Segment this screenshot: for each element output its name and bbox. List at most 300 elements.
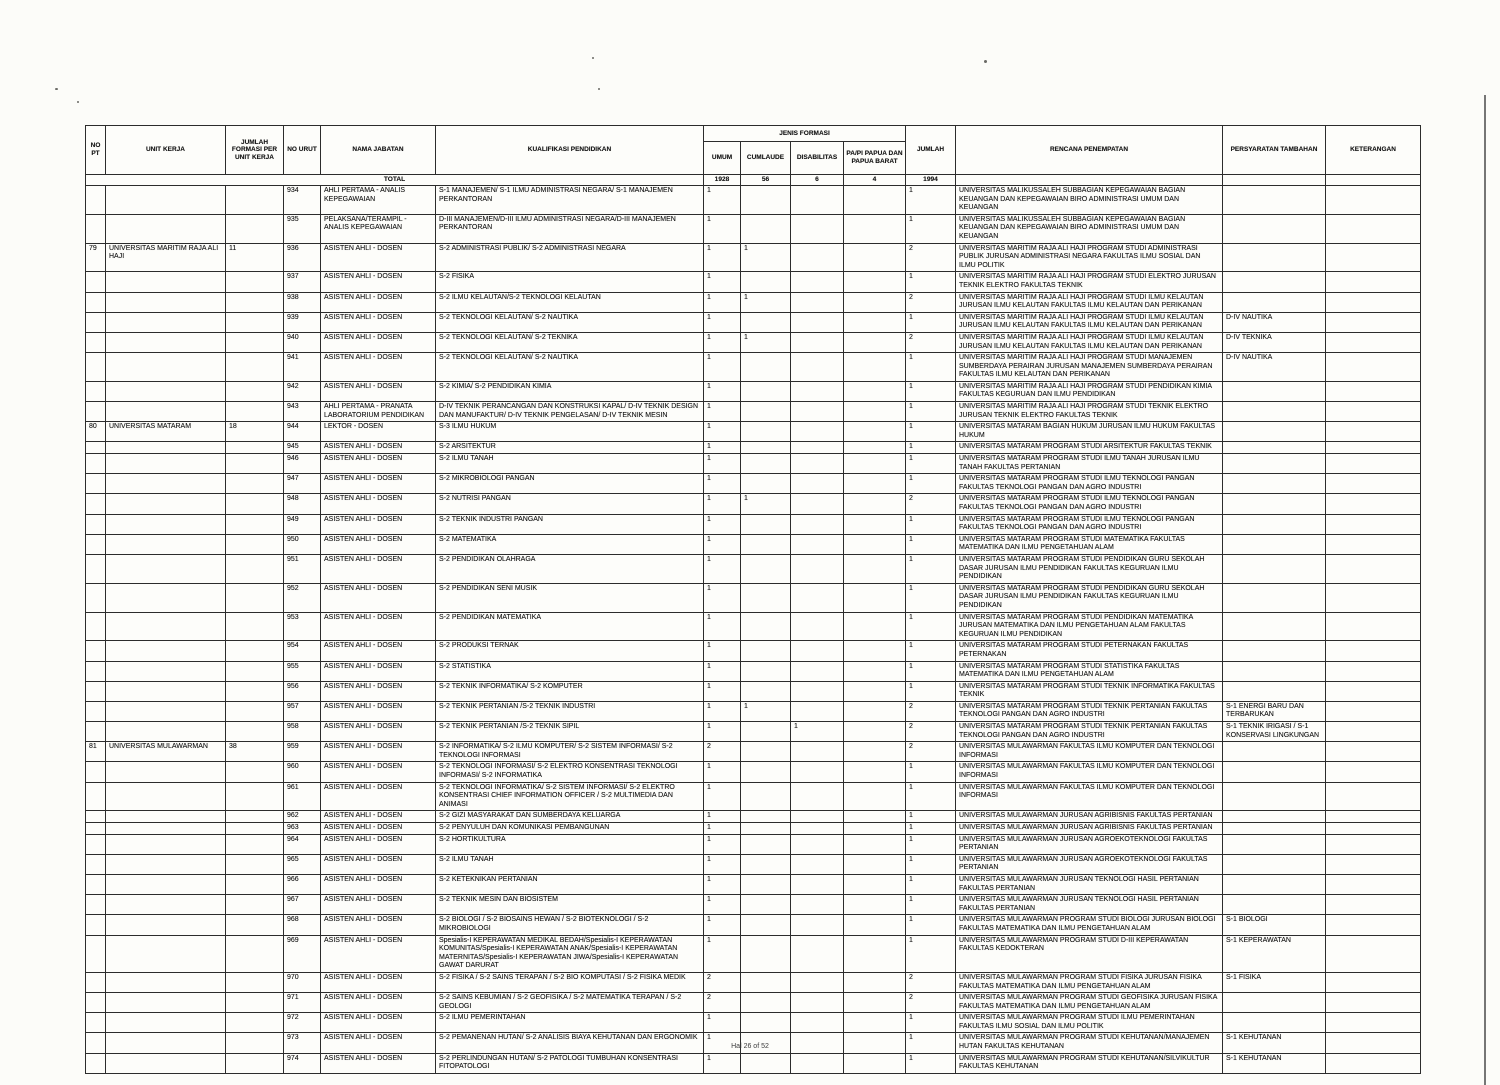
- table-row: [86, 701, 1421, 721]
- cell-papi: [844, 1013, 906, 1033]
- cell-no: 964: [284, 834, 321, 854]
- cell-jumlah: 1: [906, 641, 956, 661]
- cell-keterangan: [1326, 935, 1421, 972]
- cell-kualifikasi: S-2 SAINS KEBUMIAN / S-2 GEOFISIKA / S-2 MATEMATIKA TERAPAN / S-2 GEOLOGI: [436, 993, 704, 1013]
- cell-unit: [106, 272, 226, 292]
- cell-formasi: [226, 494, 284, 514]
- cell-umum: 1: [704, 1013, 741, 1033]
- cell-disabilitas: [791, 272, 844, 292]
- cell-no: 967: [284, 895, 321, 915]
- cell-disabilitas: [791, 454, 844, 474]
- cell-jabatan: ASISTEN AHLI - DOSEN: [321, 641, 436, 661]
- table-row: [86, 811, 1421, 823]
- cell-jabatan: ASISTEN AHLI - DOSEN: [321, 874, 436, 894]
- cell-unit: UNIVERSITAS MATARAM: [106, 422, 226, 442]
- cell-no: 951: [284, 554, 321, 583]
- cell-no: 934: [284, 186, 321, 215]
- cell-persyaratan: [1223, 681, 1326, 701]
- cell-papi: [844, 583, 906, 612]
- cell-no_pt: [86, 186, 106, 215]
- cell-persyaratan: [1223, 474, 1326, 494]
- cell-no: 973: [284, 1033, 321, 1053]
- cell-papi: [844, 874, 906, 894]
- cell-jumlah: 1: [906, 681, 956, 701]
- cell-disabilitas: [791, 742, 844, 762]
- cell-cumlaude: [741, 935, 791, 972]
- cell-rencana: UNIVERSITAS MATARAM PROGRAM STUDI PENDIDIKAN MATEMATIKA JURUSAN MATEMATIKA DAN ILMU PENGETAHUAN ALAM FAKULTAS KEGURUAN ILMU PENDIDIKAN: [956, 612, 1223, 641]
- cell-umum: 1: [704, 782, 741, 811]
- cell-persyaratan: [1223, 612, 1326, 641]
- cell-disabilitas: [791, 534, 844, 554]
- cell-rencana: UNIVERSITAS MARITIM RAJA ALI HAJI PROGRAM STUDI ILMU KELAUTAN JURUSAN ILMU KELAUTAN FAKULTAS ILMU KELAUTAN DAN PERIKANAN: [956, 312, 1223, 332]
- cell-umum: 1: [704, 243, 741, 272]
- cell-jumlah: 1: [906, 1033, 956, 1053]
- cell-cumlaude: [741, 186, 791, 215]
- cell-no_pt: [86, 272, 106, 292]
- table-row: [86, 641, 1421, 661]
- cell-papi: [844, 353, 906, 382]
- cell-no: 940: [284, 332, 321, 352]
- cell-jabatan: ASISTEN AHLI - DOSEN: [321, 474, 436, 494]
- cell-unit: [106, 353, 226, 382]
- cell-formasi: [226, 402, 284, 422]
- cell-umum: 1: [704, 494, 741, 514]
- cell-jabatan: ASISTEN AHLI - DOSEN: [321, 353, 436, 382]
- cell-no_pt: [86, 935, 106, 972]
- cell-persyaratan: [1223, 661, 1326, 681]
- table-row: [86, 612, 1421, 641]
- cell-umum: 1: [704, 834, 741, 854]
- cell-cumlaude: [741, 661, 791, 681]
- cell-formasi: [226, 214, 284, 243]
- table-row: [86, 895, 1421, 915]
- cell-keterangan: [1326, 214, 1421, 243]
- cell-keterangan: [1326, 681, 1421, 701]
- cell-no_pt: 80: [86, 422, 106, 442]
- cell-jumlah: 1: [906, 402, 956, 422]
- cell-no: 972: [284, 1013, 321, 1033]
- table-row: [86, 915, 1421, 935]
- cell-kualifikasi: S-2 ILMU TANAH: [436, 854, 704, 874]
- cell-keterangan: [1326, 823, 1421, 835]
- table-row: [86, 993, 1421, 1013]
- table-row: [86, 243, 1421, 272]
- cell-disabilitas: [791, 701, 844, 721]
- cell-rencana: UNIVERSITAS MARITIM RAJA ALI HAJI PROGRAM STUDI TEKNIK ELEKTRO JURUSAN TEKNIK ELEKTRO FAKULTAS TEKNIK: [956, 402, 1223, 422]
- cell-unit: [106, 661, 226, 681]
- header-umum: UMUM: [704, 142, 741, 175]
- cell-papi: [844, 402, 906, 422]
- cell-no: 970: [284, 972, 321, 992]
- cell-disabilitas: [791, 895, 844, 915]
- table-row: [86, 854, 1421, 874]
- cell-formasi: [226, 915, 284, 935]
- cell-no: 958: [284, 722, 321, 742]
- cell-unit: [106, 214, 226, 243]
- cell-formasi: [226, 534, 284, 554]
- cell-umum: 1: [704, 402, 741, 422]
- cell-umum: 1: [704, 612, 741, 641]
- cell-keterangan: [1326, 782, 1421, 811]
- cell-keterangan: [1326, 353, 1421, 382]
- cell-no_pt: [86, 381, 106, 401]
- table-row: [86, 381, 1421, 401]
- cell-kualifikasi: S-2 PRODUKSI TERNAK: [436, 641, 704, 661]
- cell-papi: [844, 186, 906, 215]
- cell-rencana: UNIVERSITAS MULAWARMAN JURUSAN TEKNOLOGI HASIL PERTANIAN FAKULTAS PERTANIAN: [956, 895, 1223, 915]
- cell-keterangan: [1326, 454, 1421, 474]
- table-row: [86, 722, 1421, 742]
- cell-jabatan: ASISTEN AHLI - DOSEN: [321, 742, 436, 762]
- cell-umum: 1: [704, 681, 741, 701]
- cell-rencana: UNIVERSITAS MULAWARMAN PROGRAM STUDI FISIKA JURUSAN FISIKA FAKULTAS MATEMATIKA DAN ILMU PENGETAHUAN ALAM: [956, 972, 1223, 992]
- table-row: [86, 583, 1421, 612]
- cell-unit: [106, 381, 226, 401]
- cell-cumlaude: [741, 915, 791, 935]
- cell-formasi: [226, 874, 284, 894]
- cell-no: 971: [284, 993, 321, 1013]
- cell-cumlaude: [741, 823, 791, 835]
- cell-jumlah: 1: [906, 474, 956, 494]
- cell-umum: 1: [704, 272, 741, 292]
- cell-jumlah: 1: [906, 935, 956, 972]
- cell-umum: 1: [704, 811, 741, 823]
- cell-no_pt: [86, 332, 106, 352]
- cell-kualifikasi: S-2 FISIKA: [436, 272, 704, 292]
- cell-no_pt: 79: [86, 243, 106, 272]
- table-row: [86, 514, 1421, 534]
- cell-no_pt: [86, 681, 106, 701]
- cell-unit: [106, 494, 226, 514]
- cell-formasi: 38: [226, 742, 284, 762]
- cell-umum: 1: [704, 554, 741, 583]
- cell-rencana: UNIVERSITAS MULAWARMAN JURUSAN AGROEKOTEKNOLOGI FAKULTAS PERTANIAN: [956, 854, 1223, 874]
- header-no-urut: NO URUT: [284, 126, 321, 175]
- cell-keterangan: [1326, 915, 1421, 935]
- header-persyaratan: PERSYARATAN TAMBAHAN: [1223, 126, 1326, 175]
- cell-kualifikasi: S-2 HORTIKULTURA: [436, 834, 704, 854]
- cell-jabatan: ASISTEN AHLI - DOSEN: [321, 681, 436, 701]
- cell-disabilitas: [791, 874, 844, 894]
- cell-jabatan: AHLI PERTAMA - PRANATA LABORATORIUM PENDIDIKAN: [321, 402, 436, 422]
- cell-formasi: [226, 895, 284, 915]
- cell-no_pt: [86, 661, 106, 681]
- scan-speck: [592, 57, 594, 59]
- cell-unit: [106, 534, 226, 554]
- cell-cumlaude: [741, 422, 791, 442]
- cell-disabilitas: [791, 915, 844, 935]
- cell-persyaratan: [1223, 494, 1326, 514]
- cell-keterangan: [1326, 762, 1421, 782]
- cell-papi: [844, 292, 906, 312]
- cell-jumlah: 2: [906, 332, 956, 352]
- cell-jabatan: ASISTEN AHLI - DOSEN: [321, 782, 436, 811]
- cell-jabatan: ASISTEN AHLI - DOSEN: [321, 834, 436, 854]
- cell-papi: [844, 681, 906, 701]
- cell-keterangan: [1326, 402, 1421, 422]
- cell-no: 953: [284, 612, 321, 641]
- cell-kualifikasi: S-2 ILMU PEMERINTAHAN: [436, 1013, 704, 1033]
- cell-keterangan: [1326, 722, 1421, 742]
- cell-persyaratan: S-1 BIOLOGI: [1223, 915, 1326, 935]
- cell-kualifikasi: S-2 TEKNIK INDUSTRI PANGAN: [436, 514, 704, 534]
- cell-kualifikasi: S-2 PERLINDUNGAN HUTAN/ S-2 PATOLOGI TUMBUHAN KONSENTRASI FITOPATOLOGI: [436, 1053, 704, 1073]
- cell-rencana: UNIVERSITAS MALIKUSSALEH SUBBAGIAN KEPEGAWAIAN BAGIAN KEUANGAN DAN KEPEGAWAIAN BIRO ADMINISTRASI UMUM DAN KEUANGAN: [956, 186, 1223, 215]
- cell-jabatan: LEKTOR - DOSEN: [321, 422, 436, 442]
- table-row: [86, 214, 1421, 243]
- cell-disabilitas: [791, 661, 844, 681]
- cell-papi: [844, 811, 906, 823]
- table-row: [86, 834, 1421, 854]
- table-row: [86, 474, 1421, 494]
- cell-keterangan: [1326, 972, 1421, 992]
- cell-rencana: UNIVERSITAS MULAWARMAN PROGRAM STUDI D-III KEPERAWATAN FAKULTAS KEDOKTERAN: [956, 935, 1223, 972]
- cell-persyaratan: S-1 KEHUTANAN: [1223, 1033, 1326, 1053]
- cell-unit: [106, 514, 226, 534]
- cell-disabilitas: [791, 782, 844, 811]
- cell-papi: [844, 442, 906, 454]
- cell-cumlaude: [741, 722, 791, 742]
- cell-umum: 1: [704, 292, 741, 312]
- cell-rencana: UNIVERSITAS MATARAM PROGRAM STUDI ILMU TEKNOLOGI PANGAN FAKULTAS TEKNOLOGI PANGAN DAN AGRO INDUSTRI: [956, 514, 1223, 534]
- cell-cumlaude: 1: [741, 494, 791, 514]
- cell-disabilitas: [791, 214, 844, 243]
- cell-no_pt: [86, 583, 106, 612]
- cell-no_pt: [86, 353, 106, 382]
- cell-keterangan: [1326, 272, 1421, 292]
- cell-no_pt: [86, 874, 106, 894]
- cell-keterangan: [1326, 811, 1421, 823]
- cell-formasi: [226, 332, 284, 352]
- cell-no: 966: [284, 874, 321, 894]
- cell-jumlah: 1: [906, 823, 956, 835]
- cell-no: 959: [284, 742, 321, 762]
- cell-persyaratan: [1223, 422, 1326, 442]
- header-rencana: RENCANA PENEMPATAN: [956, 126, 1223, 175]
- cell-unit: [106, 454, 226, 474]
- cell-umum: 1: [704, 332, 741, 352]
- cell-umum: 1: [704, 641, 741, 661]
- cell-rencana: UNIVERSITAS MATARAM PROGRAM STUDI PENDIDIKAN GURU SEKOLAH DASAR JURUSAN ILMU PENDIDIKAN FAKULTAS KEGURUAN ILMU PENDIDIKAN: [956, 554, 1223, 583]
- cell-rencana: UNIVERSITAS MULAWARMAN PROGRAM STUDI BIOLOGI JURUSAN BIOLOGI FAKULTAS MATEMATIKA DAN ILMU PENGETAHUAN ALAM: [956, 915, 1223, 935]
- cell-cumlaude: [741, 895, 791, 915]
- cell-umum: 1: [704, 353, 741, 382]
- cell-persyaratan: [1223, 834, 1326, 854]
- cell-cumlaude: [741, 583, 791, 612]
- cell-jabatan: ASISTEN AHLI - DOSEN: [321, 1013, 436, 1033]
- cell-no: 946: [284, 454, 321, 474]
- cell-rencana: UNIVERSITAS MATARAM PROGRAM STUDI PETERNAKAN FAKULTAS PETERNAKAN: [956, 641, 1223, 661]
- cell-umum: 1: [704, 1053, 741, 1073]
- cell-umum: 1: [704, 474, 741, 494]
- cell-rencana: UNIVERSITAS MATARAM PROGRAM STUDI TEKNIK PERTANIAN FAKULTAS TEKNOLOGI PANGAN DAN AGRO INDUSTRI: [956, 701, 1223, 721]
- cell-papi: [844, 823, 906, 835]
- cell-disabilitas: [791, 681, 844, 701]
- cell-kualifikasi: S-2 FISIKA / S-2 SAINS TERAPAN / S-2 BIO KOMPUTASI / S-2 FISIKA MEDIK: [436, 972, 704, 992]
- cell-unit: [106, 834, 226, 854]
- cell-formasi: 18: [226, 422, 284, 442]
- cell-formasi: [226, 762, 284, 782]
- cell-keterangan: [1326, 854, 1421, 874]
- cell-rencana: UNIVERSITAS MULAWARMAN FAKULTAS ILMU KOMPUTER DAN TEKNOLOGI INFORMASI: [956, 762, 1223, 782]
- cell-cumlaude: [741, 272, 791, 292]
- cell-jabatan: AHLI PERTAMA - ANALIS KEPEGAWAIAN: [321, 186, 436, 215]
- cell-unit: [106, 874, 226, 894]
- table-row: [86, 353, 1421, 382]
- cell-keterangan: [1326, 186, 1421, 215]
- cell-jumlah: 1: [906, 454, 956, 474]
- cell-jabatan: ASISTEN AHLI - DOSEN: [321, 661, 436, 681]
- cell-persyaratan: [1223, 214, 1326, 243]
- cell-keterangan: [1326, 554, 1421, 583]
- table-row: [86, 292, 1421, 312]
- cell-no: 936: [284, 243, 321, 272]
- header-kualifikasi: KUALIFIKASI PENDIDIKAN: [436, 126, 704, 175]
- cell-persyaratan: [1223, 186, 1326, 215]
- cell-umum: 1: [704, 895, 741, 915]
- cell-umum: 2: [704, 993, 741, 1013]
- cell-no_pt: [86, 895, 106, 915]
- total-papi: 4: [844, 175, 906, 186]
- cell-umum: 1: [704, 823, 741, 835]
- cell-no: 943: [284, 402, 321, 422]
- cell-jumlah: 1: [906, 214, 956, 243]
- cell-formasi: [226, 834, 284, 854]
- total-label: TOTAL: [86, 175, 704, 186]
- cell-cumlaude: [741, 214, 791, 243]
- cell-rencana: UNIVERSITAS MULAWARMAN JURUSAN TEKNOLOGI HASIL PERTANIAN FAKULTAS PERTANIAN: [956, 874, 1223, 894]
- cell-jumlah: 1: [906, 534, 956, 554]
- cell-no_pt: [86, 474, 106, 494]
- cell-disabilitas: [791, 811, 844, 823]
- cell-disabilitas: [791, 243, 844, 272]
- cell-umum: 1: [704, 1033, 741, 1053]
- cell-cumlaude: [741, 474, 791, 494]
- cell-disabilitas: [791, 854, 844, 874]
- cell-formasi: [226, 641, 284, 661]
- cell-cumlaude: [741, 742, 791, 762]
- cell-jabatan: ASISTEN AHLI - DOSEN: [321, 935, 436, 972]
- cell-disabilitas: [791, 474, 844, 494]
- cell-unit: [106, 854, 226, 874]
- cell-no_pt: [86, 641, 106, 661]
- cell-formasi: [226, 292, 284, 312]
- header-no-pt: NO PT: [86, 126, 106, 175]
- cell-jabatan: ASISTEN AHLI - DOSEN: [321, 1033, 436, 1053]
- cell-no_pt: [86, 854, 106, 874]
- cell-persyaratan: [1223, 641, 1326, 661]
- cell-keterangan: [1326, 1053, 1421, 1073]
- table-row: [86, 186, 1421, 215]
- cell-unit: [106, 681, 226, 701]
- cell-no: 962: [284, 811, 321, 823]
- cell-kualifikasi: S-2 TEKNIK INFORMATIKA/ S-2 KOMPUTER: [436, 681, 704, 701]
- cell-cumlaude: [741, 834, 791, 854]
- cell-kualifikasi: D-IV TEKNIK PERANCANGAN DAN KONSTRUKSI KAPAL/ D-IV TEKNIK DESIGN DAN MANUFAKTUR/ D-IV TEKNIK PENGELASAN/ D-IV TEKNIK MESIN: [436, 402, 704, 422]
- table-row: [86, 762, 1421, 782]
- cell-kualifikasi: S-2 BIOLOGI / S-2 BIOSAINS HEWAN / S-2 BIOTEKNOLOGI / S-2 MIKROBIOLOGI: [436, 915, 704, 935]
- cell-cumlaude: 1: [741, 292, 791, 312]
- cell-kualifikasi: S-2 PENDIDIKAN SENI MUSIK: [436, 583, 704, 612]
- cell-umum: 1: [704, 935, 741, 972]
- cell-persyaratan: [1223, 993, 1326, 1013]
- cell-jumlah: 1: [906, 442, 956, 454]
- table-row: [86, 402, 1421, 422]
- cell-umum: 1: [704, 514, 741, 534]
- cell-disabilitas: [791, 1013, 844, 1033]
- cell-unit: [106, 1053, 226, 1073]
- table-row: [86, 681, 1421, 701]
- total-row: [86, 175, 1421, 186]
- total-disabilitas: 6: [791, 175, 844, 186]
- cell-persyaratan: D-IV TEKNIKA: [1223, 332, 1326, 352]
- cell-formasi: [226, 454, 284, 474]
- cell-kualifikasi: S-2 TEKNIK PERTANIAN /S-2 TEKNIK INDUSTRI: [436, 701, 704, 721]
- table-row: [86, 272, 1421, 292]
- cell-rencana: UNIVERSITAS MARITIM RAJA ALI HAJI PROGRAM STUDI ILMU KELAUTAN JURUSAN ILMU KELAUTAN FAKULTAS ILMU KELAUTAN DAN PERIKANAN: [956, 292, 1223, 312]
- cell-keterangan: [1326, 534, 1421, 554]
- cell-persyaratan: [1223, 381, 1326, 401]
- cell-cumlaude: [741, 762, 791, 782]
- cell-jumlah: 1: [906, 381, 956, 401]
- cell-no_pt: [86, 722, 106, 742]
- total-jumlah: 1994: [906, 175, 956, 186]
- cell-umum: 1: [704, 422, 741, 442]
- cell-unit: [106, 935, 226, 972]
- cell-papi: [844, 742, 906, 762]
- cell-no_pt: [86, 442, 106, 454]
- cell-kualifikasi: S-2 KIMIA/ S-2 PENDIDIKAN KIMIA: [436, 381, 704, 401]
- cell-persyaratan: S-1 KEHUTANAN: [1223, 1053, 1326, 1073]
- cell-jabatan: ASISTEN AHLI - DOSEN: [321, 701, 436, 721]
- cell-persyaratan: [1223, 554, 1326, 583]
- cell-unit: [106, 312, 226, 332]
- cell-unit: [106, 811, 226, 823]
- cell-cumlaude: [741, 454, 791, 474]
- header-jumlah: JUMLAH: [906, 126, 956, 175]
- cell-jabatan: ASISTEN AHLI - DOSEN: [321, 381, 436, 401]
- cell-jumlah: 1: [906, 661, 956, 681]
- cell-formasi: [226, 701, 284, 721]
- cell-kualifikasi: S-2 STATISTIKA: [436, 661, 704, 681]
- cell-jabatan: ASISTEN AHLI - DOSEN: [321, 292, 436, 312]
- cell-disabilitas: [791, 514, 844, 534]
- cell-cumlaude: [741, 353, 791, 382]
- cell-disabilitas: [791, 422, 844, 442]
- cell-formasi: [226, 993, 284, 1013]
- cell-no_pt: [86, 292, 106, 312]
- cell-persyaratan: [1223, 782, 1326, 811]
- cell-formasi: [226, 442, 284, 454]
- cell-papi: [844, 272, 906, 292]
- cell-no: 945: [284, 442, 321, 454]
- cell-papi: [844, 312, 906, 332]
- cell-cumlaude: 1: [741, 243, 791, 272]
- cell-rencana: UNIVERSITAS MALIKUSSALEH SUBBAGIAN KEPEGAWAIAN BAGIAN KEUANGAN DAN KEPEGAWAIAN BIRO ADMINISTRASI UMUM DAN KEUANGAN: [956, 214, 1223, 243]
- cell-keterangan: [1326, 834, 1421, 854]
- cell-unit: [106, 762, 226, 782]
- cell-keterangan: [1326, 895, 1421, 915]
- cell-kualifikasi: Spesialis-I KEPERAWATAN MEDIKAL BEDAH/Spesialis-I KEPERAWATAN KOMUNITAS/Spesialis-I KEPERAWATAN ANAK/Spesialis-I KEPERAWATAN MATERNITAS/Spesialis-I KEPERAWATAN JIWA/Spesialis-I KEPERAWATAN GAWAT DARURAT: [436, 935, 704, 972]
- cell-kualifikasi: D-III MANAJEMEN/D-III ILMU ADMINISTRASI NEGARA/D-III MANAJEMEN PERKANTORAN: [436, 214, 704, 243]
- cell-no: 938: [284, 292, 321, 312]
- cell-papi: [844, 782, 906, 811]
- cell-rencana: UNIVERSITAS MARITIM RAJA ALI HAJI PROGRAM STUDI ELEKTRO JURUSAN TEKNIK ELEKTRO FAKULTAS TEKNIK: [956, 272, 1223, 292]
- cell-kualifikasi: S-2 PENDIDIKAN OLAHRAGA: [436, 554, 704, 583]
- cell-kualifikasi: S-2 ILMU TANAH: [436, 454, 704, 474]
- cell-formasi: [226, 312, 284, 332]
- cell-no_pt: [86, 312, 106, 332]
